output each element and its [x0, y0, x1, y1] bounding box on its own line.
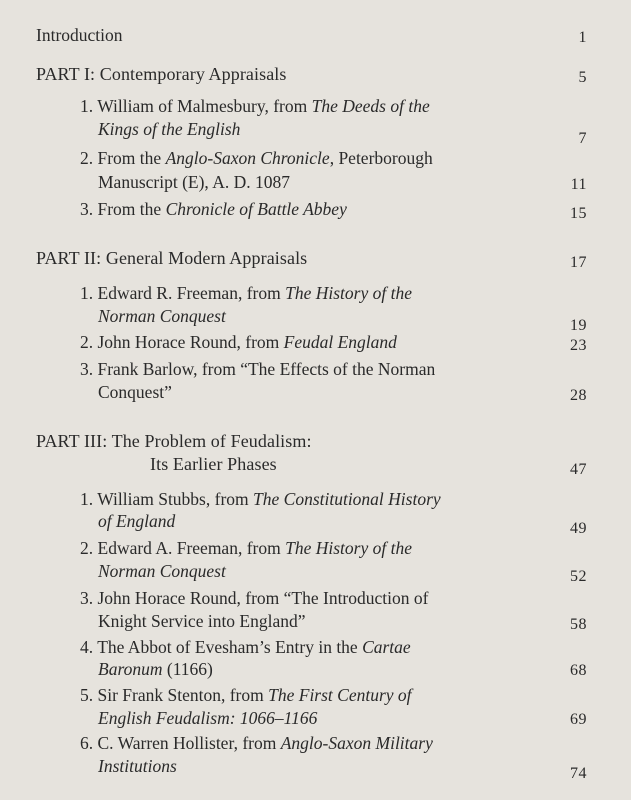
entry-number: 2.: [80, 148, 94, 168]
part-title: PART I: Contemporary Appraisals: [36, 64, 287, 84]
page-number: 19: [570, 317, 587, 334]
entry-text-continued: Manuscript (E), A. D. 1087: [98, 172, 290, 192]
entry-number: 2.: [80, 538, 94, 558]
entry-number: 2.: [80, 332, 94, 352]
entry-author: William Stubbs, from: [97, 489, 254, 509]
entry-number: 6.: [80, 733, 94, 753]
entry-author: Sir Frank Stenton, from: [97, 685, 269, 705]
page-number: 68: [570, 662, 587, 679]
entry-author: Edward R. Freeman, from: [97, 283, 286, 303]
entry-work: The Deeds of the: [311, 96, 430, 116]
page-number: 28: [570, 387, 587, 404]
entry-text-continued: Knight Service into England”: [98, 611, 306, 631]
entry-work: The History of the: [285, 283, 412, 303]
page-number: 74: [570, 765, 587, 782]
entry-number: 5.: [80, 685, 94, 705]
page-number: 49: [570, 520, 587, 537]
entry-number: 3.: [80, 359, 94, 379]
entry-author: Edward A. Freeman, from: [97, 538, 286, 558]
entry-author: From the: [97, 199, 166, 219]
entry-work: Anglo-Saxon Chronicle: [165, 148, 330, 168]
page-number: 23: [570, 337, 587, 354]
entry-work-continued: Institutions: [98, 756, 177, 776]
entry-author: William of Malmesbury, from: [97, 96, 312, 116]
page-number: 52: [570, 568, 587, 585]
entry-title: Introduction: [36, 25, 123, 45]
entry-work: Chronicle of Battle Abbey: [165, 199, 347, 219]
entry-work: Feudal England: [283, 332, 397, 352]
entry-number: 3.: [80, 588, 94, 608]
entry-number: 4.: [80, 637, 94, 657]
entry-author: From the: [97, 148, 166, 168]
entry-number: 3.: [80, 199, 94, 219]
page-number: 69: [570, 711, 587, 728]
part-title-continued: Its Earlier Phases: [150, 454, 277, 474]
entry-work: The History of the: [285, 538, 412, 558]
entry-number: 1.: [80, 96, 94, 116]
page-number: 17: [570, 254, 587, 271]
entry-work: Anglo-Saxon Military: [280, 733, 433, 753]
entry-text-continued: Conquest”: [98, 382, 172, 402]
entry-author: Frank Barlow, from “The Effects of the Norman: [97, 359, 436, 379]
page-number: 5: [578, 69, 587, 86]
page-number: 11: [570, 176, 587, 193]
entry-number: 1.: [80, 283, 94, 303]
entry-work-continued: Baronum: [98, 659, 163, 679]
entry-number: 1.: [80, 489, 94, 509]
entry-work-continued: Norman Conquest: [98, 306, 226, 326]
entry-work-continued: of England: [98, 511, 176, 531]
entry-work-continued: English Feudalism: 1066–1166: [98, 708, 318, 728]
part-title: PART III: The Problem of Feudalism:: [36, 431, 312, 451]
entry-text-continued: (1166): [162, 659, 213, 679]
entry-author: John Horace Round, from “The Introduction of: [97, 588, 429, 608]
entry-work: The First Century of: [268, 685, 412, 705]
entry-work: Cartae: [362, 637, 411, 657]
page-number: 58: [570, 616, 587, 633]
entry-author: The Abbot of Evesham’s Entry in the: [97, 637, 363, 657]
page-number: 7: [578, 130, 587, 147]
entry-author: C. Warren Hollister, from: [97, 733, 281, 753]
entry-work: The Constitutional History: [253, 489, 441, 509]
page-number: 15: [570, 205, 587, 222]
entry-author: John Horace Round, from: [97, 332, 284, 352]
entry-work-continued: Norman Conquest: [98, 561, 226, 581]
page-number: 1: [578, 29, 587, 46]
entry-work-continued: Kings of the English: [98, 119, 241, 139]
page-number: 47: [570, 461, 587, 478]
entry-text: , Peterborough: [329, 148, 433, 168]
part-title: PART II: General Modern Appraisals: [36, 248, 308, 268]
